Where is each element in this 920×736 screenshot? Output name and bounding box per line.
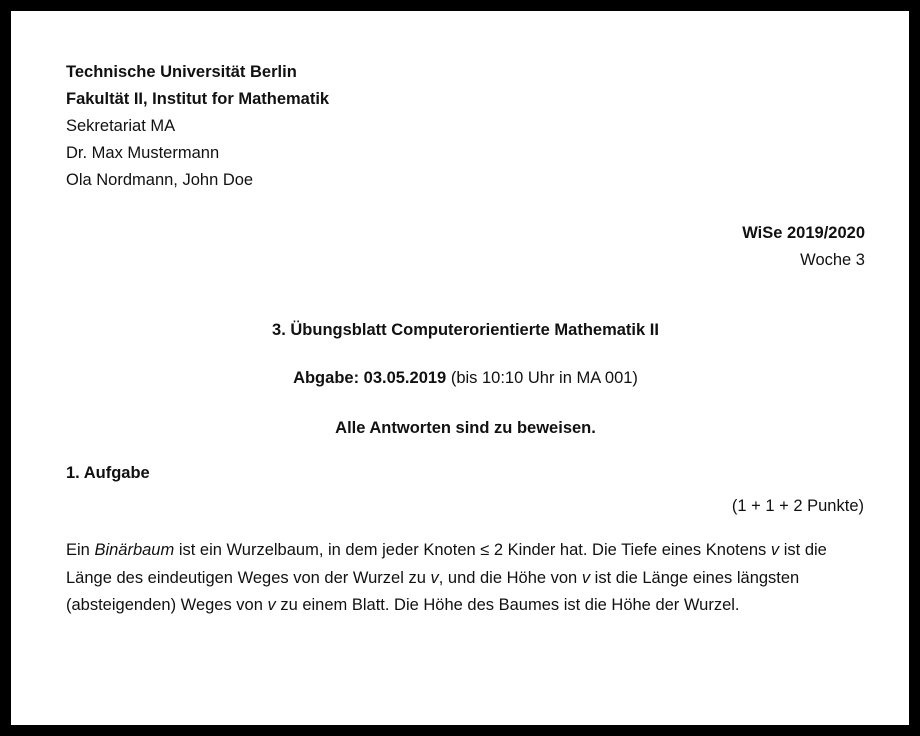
term-info <box>66 220 865 274</box>
paragraph-segment-5: ist die Länge eines längsten (absteigenden) Weges von <box>66 568 800 614</box>
task-paragraph <box>66 537 865 620</box>
paragraph-segment-2: ist ein Wurzelbaum, in dem jeder Knoten ≤ 2 Kinder hat. Die Tiefe eines Knotens <box>174 541 771 559</box>
variable-v-3: v <box>581 568 591 587</box>
task-heading: 1. Aufgabe <box>66 464 150 482</box>
semester-label: WiSe 2019/2020 <box>742 224 865 242</box>
variable-v-4: v <box>267 596 276 614</box>
deadline-line <box>66 369 865 388</box>
lecturer-name: Dr. Max Mustermann <box>66 144 220 162</box>
paragraph-segment-3: ist die Länge des eindeutigen Weges von der Wurzel zu <box>66 541 827 587</box>
paragraph-segment-4: , und die Höhe von <box>438 568 582 587</box>
paragraph-segment-6: zu einem Blatt. Die Höhe des Baumes ist die Höhe der Wurzel. <box>275 596 740 614</box>
assistants-names: Ola Nordmann, John Doe <box>66 171 254 189</box>
secretariat: Sekretariat MA <box>66 117 176 135</box>
faculty-name: Fakultät II, Institut for Mathematik <box>66 90 330 108</box>
document-content <box>66 59 865 620</box>
deadline-label: Abgabe: 03.05.2019 <box>293 369 447 387</box>
variable-v-1: v <box>770 541 780 559</box>
deadline-detail: (bis 10:10 Uhr in MA 001) <box>450 369 638 387</box>
week-label: Woche 3 <box>800 251 865 269</box>
variable-v-2: v <box>430 568 439 587</box>
university-name: Technische Universität Berlin <box>66 63 297 81</box>
proof-notice: Alle Antworten sind zu beweisen. <box>335 419 596 437</box>
letterhead <box>66 59 865 194</box>
task-points: (1 + 1 + 2 Punkte) <box>731 497 864 515</box>
page-title: 3. Übungsblatt Computerorientierte Mathematik II <box>272 321 659 339</box>
paragraph-segment-1: Ein <box>66 541 95 559</box>
term-binaerbaum: Binärbaum <box>94 541 175 559</box>
document-page <box>11 11 909 725</box>
